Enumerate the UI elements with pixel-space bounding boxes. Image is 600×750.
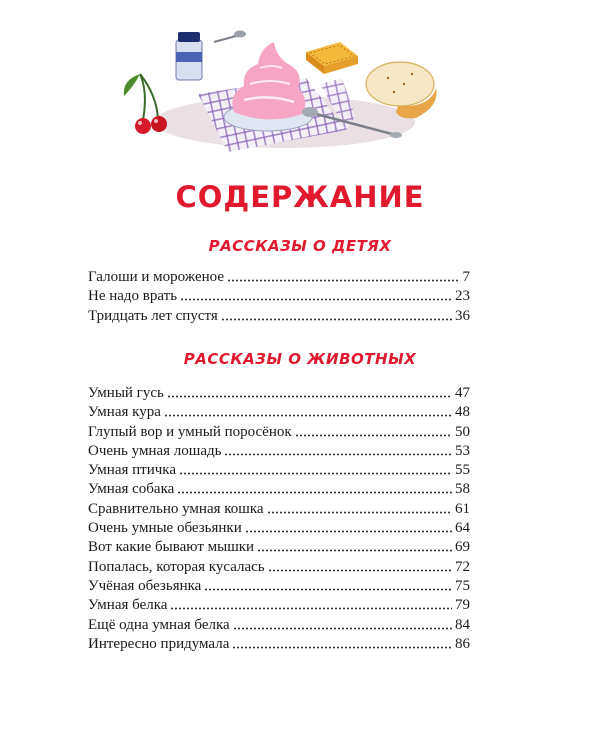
toc-item-page: 55 xyxy=(455,462,470,479)
section-title-animals: РАССКАЗЫ О ЖИВОТНЫХ xyxy=(183,350,417,368)
toc-item-title: Ещё одна умная белка xyxy=(88,616,230,633)
leader-dots xyxy=(177,482,452,494)
toc-item-title: Интересно придумала xyxy=(88,635,230,652)
toc-item[interactable] xyxy=(88,442,470,461)
leader-dots xyxy=(179,463,452,475)
toc-item-title: Умная птичка xyxy=(88,462,177,479)
toc-item-title: Умная собака xyxy=(88,481,175,498)
toc-item[interactable] xyxy=(88,384,470,403)
section-title-children: РАССКАЗЫ О ДЕТЯХ xyxy=(208,237,392,255)
toc-item-page: 48 xyxy=(455,404,470,421)
toc-item-title: Очень умная лошадь xyxy=(88,442,222,459)
toc-item-title: Умная кура xyxy=(88,404,161,421)
toc-item-page: 47 xyxy=(455,385,470,401)
toc-list-children xyxy=(88,268,470,326)
leader-dots xyxy=(221,309,452,321)
ice-cream-icon xyxy=(232,42,305,120)
leader-dots xyxy=(227,270,460,282)
leader-dots xyxy=(224,444,452,456)
toc-item[interactable] xyxy=(88,596,470,615)
toc-item-page: 36 xyxy=(455,307,470,324)
toc-item[interactable] xyxy=(88,616,470,635)
toc-item-page: 61 xyxy=(455,500,470,517)
toc-item-title: Умный гусь xyxy=(88,385,164,401)
toc-item-title: Галоши и мороженое xyxy=(88,269,224,285)
toc-item-title: Учёная обезьянка xyxy=(88,577,202,594)
toc-item-title: Глупый вор и умный поросёнок xyxy=(88,423,292,440)
toc-item-page: 53 xyxy=(455,442,470,459)
toc-item[interactable] xyxy=(88,519,470,538)
leader-dots xyxy=(164,405,452,417)
toc-item-title: Умная белка xyxy=(88,597,168,614)
toc-item-title: Тридцать лет спустя xyxy=(88,307,218,324)
toc-item-title: Сравнительно умная кошка xyxy=(88,500,264,517)
leader-dots xyxy=(257,540,452,552)
leader-dots xyxy=(245,521,452,533)
leader-dots xyxy=(167,386,452,398)
toc-item[interactable] xyxy=(88,577,470,596)
toc-item-page: 7 xyxy=(462,269,470,285)
toc-item-title: Вот какие бывают мышки xyxy=(88,539,255,556)
page-title: СОДЕРЖАНИЕ xyxy=(175,180,425,214)
toc-item[interactable] xyxy=(88,423,470,442)
toc-item[interactable] xyxy=(88,558,470,577)
toc-item-page: 58 xyxy=(455,481,470,498)
toc-item-page: 64 xyxy=(455,520,470,537)
food-illustration xyxy=(110,22,440,167)
toc-item-page: 86 xyxy=(455,635,470,652)
salt-shaker-icon xyxy=(176,32,202,80)
toc-item[interactable] xyxy=(88,307,470,326)
toc-item[interactable] xyxy=(88,538,470,557)
leader-dots xyxy=(233,618,452,630)
toc-item-page: 23 xyxy=(455,288,470,305)
toc-item-page: 50 xyxy=(455,423,470,440)
toc-item[interactable] xyxy=(88,461,470,480)
toc-item[interactable] xyxy=(88,287,470,306)
toc-item-page: 79 xyxy=(455,597,470,614)
toc-item-title: Очень умные обезьянки xyxy=(88,520,242,537)
leader-dots xyxy=(204,579,452,591)
toc-item-title: Попалась, которая кусалась xyxy=(88,558,265,575)
toc-item-page: 84 xyxy=(455,616,470,633)
toc-item[interactable] xyxy=(88,500,470,519)
cherries-icon xyxy=(124,74,167,134)
toc-item-page: 72 xyxy=(455,558,470,575)
leader-dots xyxy=(267,502,452,514)
toc-item-page: 75 xyxy=(455,577,470,594)
leader-dots xyxy=(295,425,452,437)
toc-item[interactable] xyxy=(88,635,470,654)
leader-dots xyxy=(268,560,452,572)
toc-item[interactable] xyxy=(88,268,470,287)
leader-dots xyxy=(170,598,452,610)
toc-item-title: Не надо врать xyxy=(88,288,178,305)
toc-list-animals xyxy=(88,384,470,654)
leader-dots xyxy=(180,289,452,301)
toc-item[interactable] xyxy=(88,480,470,499)
toc-item-page: 69 xyxy=(455,539,470,556)
leader-dots xyxy=(232,637,452,649)
toc-item[interactable] xyxy=(88,403,470,422)
